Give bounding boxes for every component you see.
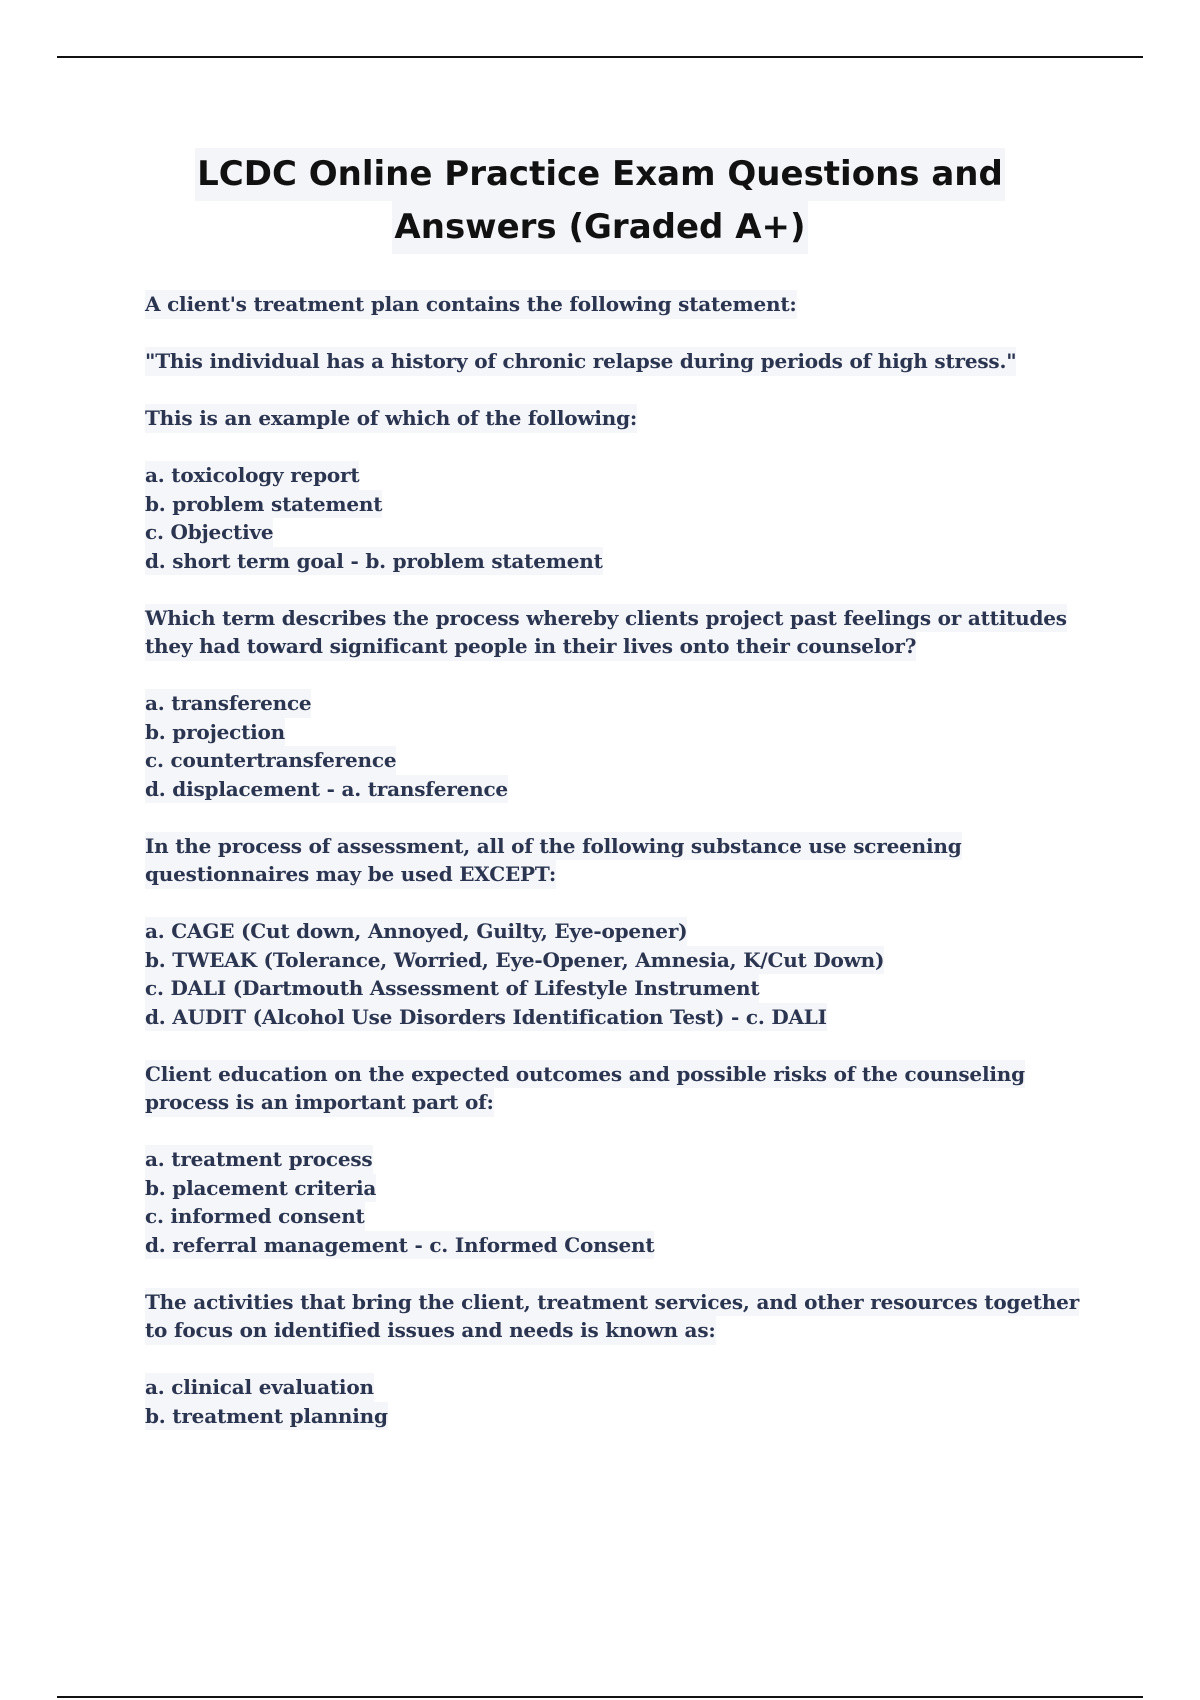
q3-options xyxy=(145,917,1105,1031)
q5-options xyxy=(145,1373,1105,1430)
q2-option-b: b. projection xyxy=(145,718,285,747)
q4-options xyxy=(145,1145,1105,1259)
q4-option-a: a. treatment process xyxy=(145,1145,373,1174)
document-body xyxy=(145,290,1105,1459)
q1-options xyxy=(145,461,1105,575)
q3-option-a: a. CAGE (Cut down, Annoyed, Guilty, Eye-opener) xyxy=(145,917,687,946)
q4-question-line-1: Client education on the expected outcomes and possible risks of the counseling xyxy=(145,1060,1025,1089)
q5-question xyxy=(145,1288,1105,1345)
q1-question xyxy=(145,404,1105,433)
q4-question-line-2: process is an important part of: xyxy=(145,1088,494,1117)
q2-question xyxy=(145,604,1105,661)
q1-quote xyxy=(145,347,1105,376)
q2-option-a: a. transference xyxy=(145,689,311,718)
q3-question-line-1: In the process of assessment, all of the following substance use screening xyxy=(145,832,962,861)
q3-option-b: b. TWEAK (Tolerance, Worried, Eye-Opener, Amnesia, K/Cut Down) xyxy=(145,946,884,975)
q5-question-line-2: to focus on identified issues and needs is known as: xyxy=(145,1316,716,1345)
q4-option-d-answer: d. referral management - c. Informed Consent xyxy=(145,1231,654,1260)
q4-question xyxy=(145,1060,1105,1117)
q3-question-line-2: questionnaires may be used EXCEPT: xyxy=(145,860,556,889)
q2-question-line-2: they had toward significant people in their lives onto their counselor? xyxy=(145,632,916,661)
q4-option-c: c. informed consent xyxy=(145,1202,365,1231)
q1-intro-text: A client's treatment plan contains the following statement: xyxy=(145,290,797,319)
q1-question-text: This is an example of which of the following: xyxy=(145,404,637,433)
q5-option-b: b. treatment planning xyxy=(145,1402,388,1431)
q4-option-b: b. placement criteria xyxy=(145,1174,376,1203)
q1-intro xyxy=(145,290,1105,319)
q1-option-a: a. toxicology report xyxy=(145,461,359,490)
bottom-rule xyxy=(57,1696,1143,1698)
q1-option-c: c. Objective xyxy=(145,518,273,547)
q2-question-line-1: Which term describes the process whereby clients project past feelings or attitudes xyxy=(145,604,1067,633)
q2-options xyxy=(145,689,1105,803)
q3-option-d-answer: d. AUDIT (Alcohol Use Disorders Identification Test) - c. DALI xyxy=(145,1003,827,1032)
q3-question xyxy=(145,832,1105,889)
q1-option-b: b. problem statement xyxy=(145,490,382,519)
q2-option-c: c. countertransference xyxy=(145,746,396,775)
q5-question-line-1: The activities that bring the client, treatment services, and other resources together xyxy=(145,1288,1079,1317)
q3-option-c: c. DALI (Dartmouth Assessment of Lifestyle Instrument xyxy=(145,974,759,1003)
title-line-2: Answers (Graded A+) xyxy=(392,201,807,254)
document-title xyxy=(0,148,1200,254)
q5-option-a: a. clinical evaluation xyxy=(145,1373,374,1402)
top-rule xyxy=(57,56,1143,58)
q1-option-d-answer: d. short term goal - b. problem statement xyxy=(145,547,603,576)
q2-option-d-answer: d. displacement - a. transference xyxy=(145,775,508,804)
title-line-1: LCDC Online Practice Exam Questions and xyxy=(195,148,1005,201)
q1-quote-text: "This individual has a history of chronic relapse during periods of high stress." xyxy=(145,347,1016,376)
